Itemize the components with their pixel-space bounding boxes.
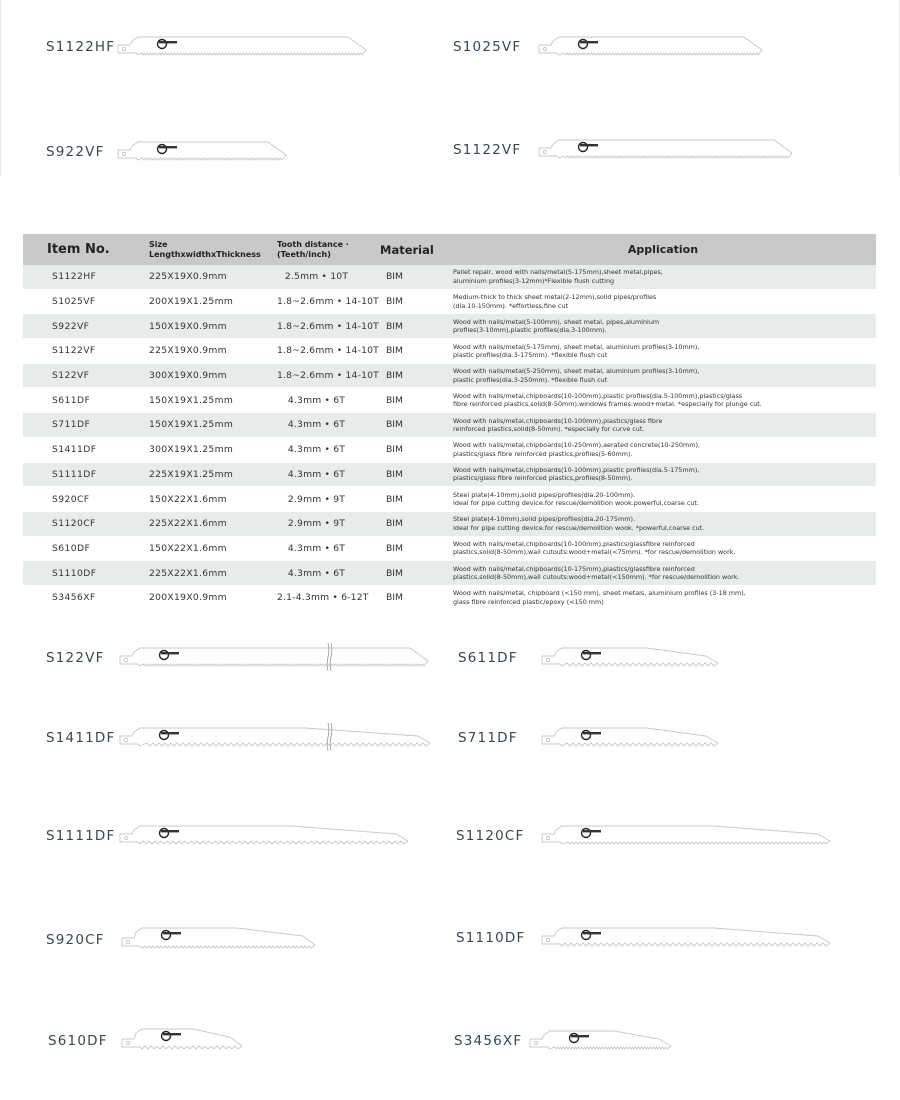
saw-blade-icon [116, 132, 296, 172]
application-line-2: aluminium profiles(3-12mm)*Flexible flush cutting [453, 276, 615, 285]
cell-material: BIM [380, 487, 450, 512]
cell-tooth-distance: 4.3mm • 6T [277, 462, 380, 487]
cell-item-no: S1120CF [23, 511, 149, 536]
saw-blade-icon [540, 918, 840, 958]
header-tooth-distance [277, 234, 380, 265]
cell-application [450, 511, 876, 536]
blade-entry [46, 132, 376, 172]
cell-material: BIM [380, 314, 450, 339]
blade-code: S611DF [458, 650, 518, 666]
cell-item-no: S1411DF [23, 437, 149, 462]
cell-tooth-distance: 1.8~2.6mm • 14-10T [277, 314, 380, 339]
header-material: Material [380, 234, 450, 265]
cell-material: BIM [380, 363, 450, 388]
blade-outline [118, 142, 286, 160]
table-row [23, 561, 876, 586]
application-line-1: Medium-thick to thick sheet metal(2-12mm),solid pipes/profiles [453, 293, 657, 302]
blade-outline [530, 1031, 671, 1049]
blade-entry [46, 816, 446, 856]
table-row [23, 265, 876, 289]
saw-blade-icon [528, 1021, 683, 1061]
cell-size: 200X19X0.9mm [149, 585, 277, 610]
cell-material: BIM [380, 511, 450, 536]
cell-material: BIM [380, 265, 450, 289]
cell-application [450, 536, 876, 561]
cell-size: 200X19X1.25mm [149, 289, 277, 314]
application-line-2: profiles(3-10mm),plastic profiles(dia.3-100mm). [453, 326, 607, 335]
application-line-1: Wood with nails/metal(5-100mm), sheet metal, pipes,aluminium [453, 317, 660, 326]
cell-tooth-distance: 4.3mm • 6T [277, 388, 380, 413]
blade-code: S122VF [46, 650, 105, 666]
blade-code: S922VF [46, 144, 105, 160]
cell-item-no: S1110DF [23, 561, 149, 586]
cell-size: 225X22X1.6mm [149, 511, 277, 536]
application-line-2: glass fibre reinforced plastic/epoxy (<150 mm) [453, 597, 604, 606]
blade-entry [46, 27, 376, 67]
cell-size: 225X19X1.25mm [149, 462, 277, 487]
cell-application [450, 487, 876, 512]
cell-item-no: S1122VF [23, 339, 149, 364]
blade-entry [46, 920, 346, 960]
blade-code: S920CF [46, 932, 105, 948]
table-row [23, 536, 876, 561]
application-line-2: plastics,solid(8-50mm),wall cutouts:wood+metal(<150mm). *for rescue/demolition work. [453, 573, 740, 582]
cell-application [450, 314, 876, 339]
cell-material: BIM [380, 388, 450, 413]
application-line-1: Steel plate(4-10mm),solid pipes/profiles(dia.20-175mm). [453, 515, 635, 524]
table-row [23, 314, 876, 339]
cell-item-no: S3456XF [23, 585, 149, 610]
blade-outline [539, 37, 762, 55]
blade-code: S1411DF [46, 730, 116, 746]
cell-size: 225X19X0.9mm [149, 339, 277, 364]
cell-item-no: S922VF [23, 314, 149, 339]
cell-tooth-distance: 4.3mm • 6T [277, 413, 380, 438]
saw-blade-icon [540, 638, 730, 678]
application-line-1: Wood with nails/metal,chipboards(10-175mm),plastics/glassfibre reinforced [453, 564, 695, 573]
cell-application [450, 413, 876, 438]
saw-blade-icon [118, 816, 418, 856]
cell-application [450, 289, 876, 314]
cell-material: BIM [380, 339, 450, 364]
header-size-line2: LengthxwidthxThickness [149, 249, 261, 259]
cell-size: 150X22X1.6mm [149, 536, 277, 561]
cell-size: 150X19X0.9mm [149, 314, 277, 339]
spec-table [23, 234, 876, 611]
cell-item-no: S1025VF [23, 289, 149, 314]
cell-application [450, 363, 876, 388]
cell-material: BIM [380, 289, 450, 314]
application-line-1: Wood with nails/metal,chipboards(10-250mm),aerated concrete(10-250mm), [453, 441, 700, 450]
application-line-1: Wood with nails/metal,chipboards(10-100mm),plastics/glass fibre [453, 416, 663, 425]
cell-size: 150X19X1.25mm [149, 413, 277, 438]
application-line-1: Wood with nails/metal, chipboard (<150 mm), sheet metals, aluminium profiles (3-18 mm), [453, 589, 746, 598]
cell-size: 225X19X0.9mm [149, 265, 277, 289]
blade-entry [456, 816, 856, 856]
table-row [23, 462, 876, 487]
application-line-2: plastic profiles(dia.3-175mm). *flexible flush cut [453, 350, 608, 359]
cell-size: 300X19X0.9mm [149, 363, 277, 388]
cell-item-no: S610DF [23, 536, 149, 561]
blade-entry [46, 638, 446, 678]
table-row [23, 388, 876, 413]
header-application: Application [450, 234, 876, 265]
blade-entry [454, 1021, 854, 1061]
application-line-2: Ideal for pipe cutting device.for rescue/demolition wook.powerful,coarse cut. [453, 499, 699, 508]
cell-material: BIM [380, 561, 450, 586]
cell-tooth-distance: 4.3mm • 6T [277, 437, 380, 462]
application-line-2: fibre reinforced plastics,solid(8-50mm),windows frames:wood+metal. *especially for plunge cut. [453, 400, 762, 409]
blade-code: S1111DF [46, 828, 116, 844]
table-row [23, 363, 876, 388]
cell-material: BIM [380, 462, 450, 487]
saw-blade-icon [120, 920, 325, 960]
table-row [23, 437, 876, 462]
table-row [23, 289, 876, 314]
cell-material: BIM [380, 585, 450, 610]
saw-blade-icon [116, 27, 376, 67]
header-tooth-line1: Tooth distance · [277, 239, 349, 249]
blade-outline [118, 37, 366, 55]
cell-item-no: S611DF [23, 388, 149, 413]
cell-tooth-distance: 2.1-4.3mm • 6-12T [277, 585, 380, 610]
application-line-1: Wood with nails/metal(5-250mm), sheet metal, aluminium profiles(3-10mm), [453, 367, 700, 376]
cell-application [450, 339, 876, 364]
saw-blade-icon [537, 130, 802, 170]
header-item-no: Item No. [23, 234, 149, 265]
cell-tooth-distance: 2.5mm • 10T [277, 265, 380, 289]
saw-blade-icon [540, 816, 840, 856]
cell-item-no: S711DF [23, 413, 149, 438]
application-line-2: plastics/glass fibre reinforced plastics,profiles(5-60mm). [453, 449, 633, 458]
blade-code: S1110DF [456, 930, 526, 946]
blade-entry [458, 638, 738, 678]
table-row [23, 339, 876, 364]
blade-entry [48, 1021, 348, 1061]
cell-size: 150X22X1.6mm [149, 487, 277, 512]
cell-tooth-distance: 1.8~2.6mm • 14-10T [277, 289, 380, 314]
blade-outline [542, 728, 718, 746]
cell-tooth-distance: 2.9mm • 9T [277, 487, 380, 512]
header-tooth-line2: (Teeth/inch) [277, 249, 331, 259]
table-row [23, 413, 876, 438]
cell-application [450, 437, 876, 462]
table-header-row [23, 234, 876, 265]
application-line-2: reinforced plastics,solid(8-50mm). *especially for curve cut. [453, 424, 645, 433]
application-line-2: plastics,solid(8-50mm),wall cutouts:wood+metal(<75mm). *for rescue/demolition work. [453, 548, 736, 557]
application-line-2: plastic profiles(dia.3-250mm). *flexible flush cut [453, 375, 608, 384]
cell-material: BIM [380, 536, 450, 561]
blade-outline [122, 1029, 242, 1049]
application-line-2: Ideal for pipe cutting device.for rescue/demolition wook. *powerful,coarse cut. [453, 523, 705, 532]
blade-code: S3456XF [454, 1033, 523, 1049]
saw-blade-icon [118, 638, 438, 678]
blade-code: S1120CF [456, 828, 525, 844]
cell-material: BIM [380, 413, 450, 438]
header-size [149, 234, 277, 265]
cell-application [450, 585, 876, 610]
cell-size: 300X19X1.25mm [149, 437, 277, 462]
blade-outline [539, 140, 792, 158]
blade-code: S711DF [458, 730, 518, 746]
blade-code: S1122VF [453, 142, 522, 158]
blade-outline [122, 928, 315, 948]
blade-outline [542, 648, 718, 666]
saw-blade-icon [540, 718, 730, 758]
blade-entry [458, 718, 738, 758]
cell-tooth-distance: 4.3mm • 6T [277, 536, 380, 561]
application-line-2: plastics/glass fibre reinforced plastics,profiles(8-50mm). [453, 474, 633, 483]
blade-entry [46, 718, 446, 758]
application-line-2: (dia.10-150mm). *effortless,fine cut [453, 301, 568, 310]
cell-material: BIM [380, 437, 450, 462]
cell-tooth-distance: 1.8~2.6mm • 14-10T [277, 363, 380, 388]
application-line-1: Steel plate(4-10mm),solid pipes/profiles(dia.20-100mm). [453, 490, 635, 499]
cell-size: 150X19X1.25mm [149, 388, 277, 413]
cell-size: 225X22X1.6mm [149, 561, 277, 586]
blade-entry [453, 130, 813, 170]
blade-entry [456, 918, 856, 958]
cell-tooth-distance: 2.9mm • 9T [277, 511, 380, 536]
application-line-1: Wood with nails/metal,chipboards(10-100mm),plastics/glassfibre reinforced [453, 540, 695, 548]
cell-application [450, 265, 876, 289]
application-line-1: Wood with nails/metal,chipboards(10-100mm),plastic profiles(dia.5-175mm), [453, 465, 700, 474]
cell-item-no: S920CF [23, 487, 149, 512]
application-line-1: Wood with nails/metal(5-175mm), sheet metal, aluminium profiles(3-10mm), [453, 342, 700, 351]
application-line-1: Pallet repair, wood with nails/metal(5-175mm),sheet metal,pipes, [453, 268, 663, 277]
cell-tooth-distance: 4.3mm • 6T [277, 561, 380, 586]
header-size-line1: Size [149, 239, 168, 249]
table-row [23, 585, 876, 610]
saw-blade-icon [118, 718, 438, 758]
cell-application [450, 561, 876, 586]
saw-blade-icon [120, 1021, 250, 1061]
blade-code: S610DF [48, 1033, 108, 1049]
cell-tooth-distance: 1.8~2.6mm • 14-10T [277, 339, 380, 364]
application-line-1: Wood with nails/metal,chipboards(10-100mm),plastic profiles(dia.5-100mm),plastics/glass [453, 391, 743, 400]
blade-code: S1122HF [46, 39, 116, 55]
blade-code: S1025VF [453, 39, 522, 55]
cell-item-no: S122VF [23, 363, 149, 388]
cell-application [450, 388, 876, 413]
cell-application [450, 462, 876, 487]
table-row [23, 511, 876, 536]
blade-entry [453, 27, 783, 67]
table-row [23, 487, 876, 512]
saw-blade-icon [537, 27, 777, 67]
cell-item-no: S1122HF [23, 265, 149, 289]
cell-item-no: S1111DF [23, 462, 149, 487]
